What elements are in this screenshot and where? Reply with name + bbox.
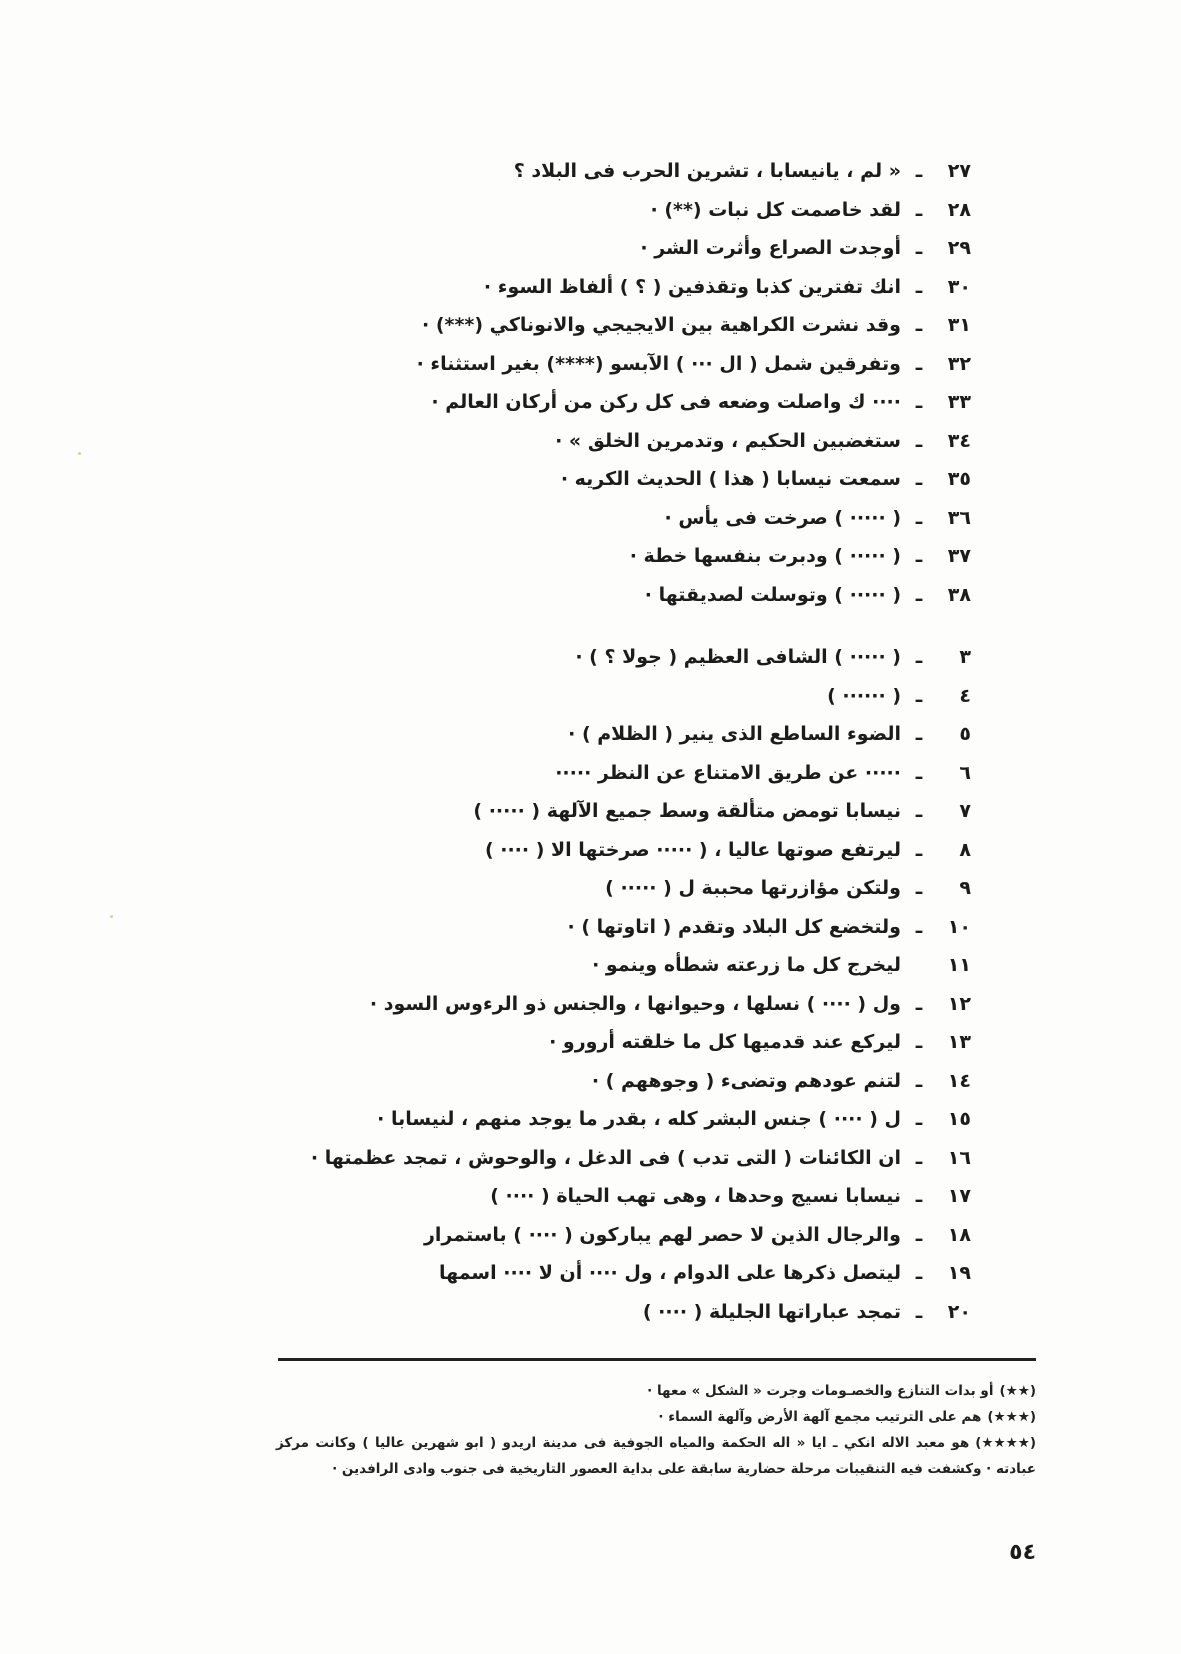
verse-line bbox=[211, 160, 971, 199]
verse-line bbox=[211, 353, 971, 392]
verse-line bbox=[211, 800, 971, 839]
verse-line bbox=[211, 314, 971, 353]
footnote-marker: (★★★★) bbox=[975, 1435, 1036, 1451]
verse-text: ····· عن طريق الامتناع عن النظر ····· bbox=[555, 761, 901, 784]
verse-dash: ـ bbox=[915, 646, 923, 668]
footnote-text: هو معبد الاله انكي ـ ايا « اله الحكمة والمياه الجوفية فى مدينة اريدو ( ابو شهرين عاليا ) وكانت مركز عبادته · وكشفت فيه التنقيبات مرحلة حضارية سابقة على بداية العصور التاريخية فى جنوب وادى الرافدين · bbox=[276, 1435, 1036, 1477]
verse-number: ٣٧ bbox=[947, 545, 971, 567]
verse-dash: ـ bbox=[915, 992, 923, 1015]
verse-dash: ـ bbox=[915, 684, 923, 707]
verse-number: ١١ bbox=[947, 954, 971, 976]
poem-verses bbox=[211, 160, 971, 1339]
verse-number: ٩ bbox=[959, 877, 971, 899]
verse-line bbox=[211, 545, 971, 584]
verse-dash: ـ bbox=[915, 429, 923, 452]
verse-line bbox=[211, 877, 971, 916]
verse-line bbox=[211, 1147, 971, 1186]
verse-line bbox=[211, 916, 971, 955]
verse-line bbox=[211, 685, 971, 724]
verse-text: ان الكائنات ( التى تدب ) فى الدغل ، والوحوش ، تمجد عظمتها · bbox=[310, 1146, 901, 1169]
verse-number: ٢٠ bbox=[947, 1300, 971, 1323]
verse-number: ١٢ bbox=[947, 992, 971, 1015]
verse-dash: ـ bbox=[915, 1031, 923, 1053]
verse-text: ( ······ ) bbox=[827, 684, 901, 707]
verse-text: نيسابا نسيج وحدها ، وهى تهب الحياة ( ···· ) bbox=[490, 1185, 901, 1207]
verse-dash: ـ bbox=[915, 915, 923, 938]
verse-line bbox=[211, 954, 971, 993]
verse-dash: ـ bbox=[915, 198, 923, 221]
verse-line bbox=[211, 276, 971, 315]
verse-number: ٥ bbox=[959, 723, 971, 745]
verse-text: ولتكن مؤازرتها محببة ل ( ····· ) bbox=[605, 877, 901, 899]
verse-dash: ـ bbox=[915, 468, 923, 490]
paper-speck bbox=[78, 452, 81, 455]
verse-line bbox=[211, 1224, 971, 1263]
verse-number: ٦ bbox=[959, 761, 971, 784]
footnote-text: أو بدات التنازع والخصـومات وجرت « الشكل » معها · bbox=[647, 1383, 994, 1399]
verse-line bbox=[211, 1108, 971, 1147]
verse-text: سمعت نيسابا ( هذا ) الحديث الكريه · bbox=[560, 468, 901, 490]
verse-text: ليخرج كل ما زرعته شطأه وينمو · bbox=[592, 954, 901, 976]
verse-number: ٣٨ bbox=[947, 583, 971, 606]
verse-line bbox=[211, 237, 971, 276]
verse-dash: ـ bbox=[915, 1108, 923, 1130]
verse-text: ولتخضع كل البلاد وتقدم ( اتاوتها ) · bbox=[567, 915, 901, 938]
verse-text: والرجال الذين لا حصر لهم يباركون ( ···· ) باستمرار bbox=[423, 1223, 901, 1246]
footnote-marker: (★★★) bbox=[987, 1409, 1036, 1425]
verse-dash: ـ bbox=[915, 800, 923, 822]
verse-line bbox=[211, 723, 971, 762]
verse-number: ١٧ bbox=[947, 1185, 971, 1207]
verse-number: ١٣ bbox=[947, 1031, 971, 1053]
verse-dash: ـ bbox=[915, 545, 923, 567]
verse-text: ستغضبين الحكيم ، وتدمرين الخلق » · bbox=[555, 429, 901, 452]
verse-dash: ـ bbox=[915, 1223, 923, 1246]
verse-number: ١٤ bbox=[947, 1069, 971, 1092]
footnote-text: هم على الترتيب مجمع آلهة الأرض وآلهة السماء · bbox=[658, 1409, 982, 1425]
verse-line bbox=[211, 762, 971, 801]
verse-dash: ـ bbox=[915, 877, 923, 899]
verse-text: ليتصل ذكرها على الدوام ، ول ···· أن لا ···· اسمها bbox=[439, 1262, 901, 1284]
verse-dash: ـ bbox=[915, 761, 923, 784]
footnote-divider bbox=[278, 1358, 1036, 1361]
page-number: ٥٤ bbox=[1009, 1540, 1036, 1565]
verse-text: وتفرقين شمل ( ال ··· ) الآبسو (****) بغير استثناء · bbox=[416, 352, 901, 375]
verse-number: ٢٩ bbox=[947, 237, 971, 259]
verse-dash: ـ bbox=[915, 1185, 923, 1207]
verse-number: ٣٥ bbox=[947, 468, 971, 490]
section-gap bbox=[211, 622, 971, 646]
footnote bbox=[276, 1430, 1036, 1482]
verse-line bbox=[211, 1185, 971, 1224]
verse-line bbox=[211, 507, 971, 546]
verse-text: « لم ، يانيسابا ، تشرين الحرب فى البلاد ؟ bbox=[513, 160, 901, 182]
verse-number: ٤ bbox=[959, 684, 971, 707]
verse-number: ٣١ bbox=[947, 314, 971, 336]
verse-dash: ـ bbox=[915, 1300, 923, 1323]
verse-number: ٣٣ bbox=[947, 391, 971, 413]
verse-line bbox=[211, 430, 971, 469]
verse-number: ١٨ bbox=[947, 1223, 971, 1246]
verse-dash: ـ bbox=[915, 275, 923, 298]
paper-speck bbox=[110, 915, 113, 918]
verse-number: ٣٦ bbox=[947, 506, 971, 529]
footnote bbox=[276, 1404, 1036, 1430]
verse-text: لقد خاصمت كل نبات (**) · bbox=[650, 198, 901, 221]
verse-text: الضوء الساطع الذى ينير ( الظلام ) · bbox=[568, 723, 901, 745]
verse-number: ١٥ bbox=[947, 1108, 971, 1130]
verse-number: ٢٧ bbox=[947, 160, 971, 182]
verse-text: أوجدت الصراع وأثرت الشر · bbox=[640, 237, 901, 259]
verse-number: ٢٨ bbox=[947, 198, 971, 221]
verse-text: ( ····· ) صرخت فى يأس · bbox=[664, 506, 901, 529]
verse-text: ليرتفع صوتها عاليا ، ( ····· صرختها الا ( ···· ) bbox=[484, 838, 901, 861]
verse-text: ول ( ···· ) نسلها ، وحيوانها ، والجنس ذو الرءوس السود · bbox=[369, 992, 901, 1015]
verse-text: ليركع عند قدميها كل ما خلقته أرورو · bbox=[549, 1031, 901, 1053]
verse-number: ٧ bbox=[959, 800, 971, 822]
verse-dash: ـ bbox=[915, 314, 923, 336]
verse-dash: ـ bbox=[915, 1146, 923, 1169]
verse-text: لتنم عودهم وتضىء ( وجوههم ) · bbox=[591, 1069, 901, 1092]
verse-dash: ـ bbox=[915, 1069, 923, 1092]
verse-line bbox=[211, 468, 971, 507]
verse-line bbox=[211, 391, 971, 430]
verse-dash: ـ bbox=[915, 506, 923, 529]
verse-text: وقد نشرت الكراهية بين الايجيجي والانوناكي (***) · bbox=[422, 314, 901, 336]
verse-dash: ـ bbox=[915, 160, 923, 182]
verse-line bbox=[211, 1262, 971, 1301]
verse-dash: ـ bbox=[915, 838, 923, 861]
verse-text: ( ····· ) الشافى العظيم ( جولا ؟ ) · bbox=[575, 646, 901, 668]
verse-line bbox=[211, 839, 971, 878]
verse-text: تمجد عباراتها الجليلة ( ···· ) bbox=[642, 1300, 901, 1323]
verse-number: ٣٢ bbox=[947, 352, 971, 375]
verse-line bbox=[211, 646, 971, 685]
verse-dash: ـ bbox=[915, 723, 923, 745]
verse-text: ( ····· ) وتوسلت لصديقتها · bbox=[644, 583, 901, 606]
footnotes bbox=[276, 1378, 1036, 1482]
verse-line bbox=[211, 199, 971, 238]
verse-number: ٣٤ bbox=[947, 429, 971, 452]
verse-line bbox=[211, 1031, 971, 1070]
verse-line bbox=[211, 993, 971, 1032]
verse-line bbox=[211, 1070, 971, 1109]
verse-dash: ـ bbox=[915, 1262, 923, 1284]
verse-dash: ـ bbox=[915, 237, 923, 259]
verse-line bbox=[211, 1301, 971, 1340]
verse-dash: ـ bbox=[915, 352, 923, 375]
verse-text: ( ····· ) ودبرت بنفسها خطة · bbox=[629, 545, 901, 567]
verse-number: ٣ bbox=[959, 646, 971, 668]
verse-number: ١٠ bbox=[947, 915, 971, 938]
footnote bbox=[276, 1378, 1036, 1404]
verse-text: ···· ك واصلت وضعه فى كل ركن من أركان العالم · bbox=[431, 391, 901, 413]
footnote-marker: (★★) bbox=[999, 1383, 1036, 1399]
verse-text: ل ( ···· ) جنس البشر كله ، بقدر ما يوجد منهم ، لنيسابا · bbox=[377, 1108, 901, 1130]
verse-number: ٨ bbox=[959, 838, 971, 861]
verse-number: ١٩ bbox=[947, 1262, 971, 1284]
verse-dash: ـ bbox=[915, 583, 923, 606]
verse-text: نيسابا تومض متألقة وسط جميع الآلهة ( ····· ) bbox=[473, 800, 901, 822]
verse-number: ١٦ bbox=[947, 1146, 971, 1169]
verse-number: ٣٠ bbox=[947, 275, 971, 298]
verse-dash: ـ bbox=[915, 391, 923, 413]
verse-text: انك تفترين كذبا وتقذفين ( ؟ ) ألفاظ السوء · bbox=[483, 275, 901, 298]
verse-line bbox=[211, 584, 971, 623]
